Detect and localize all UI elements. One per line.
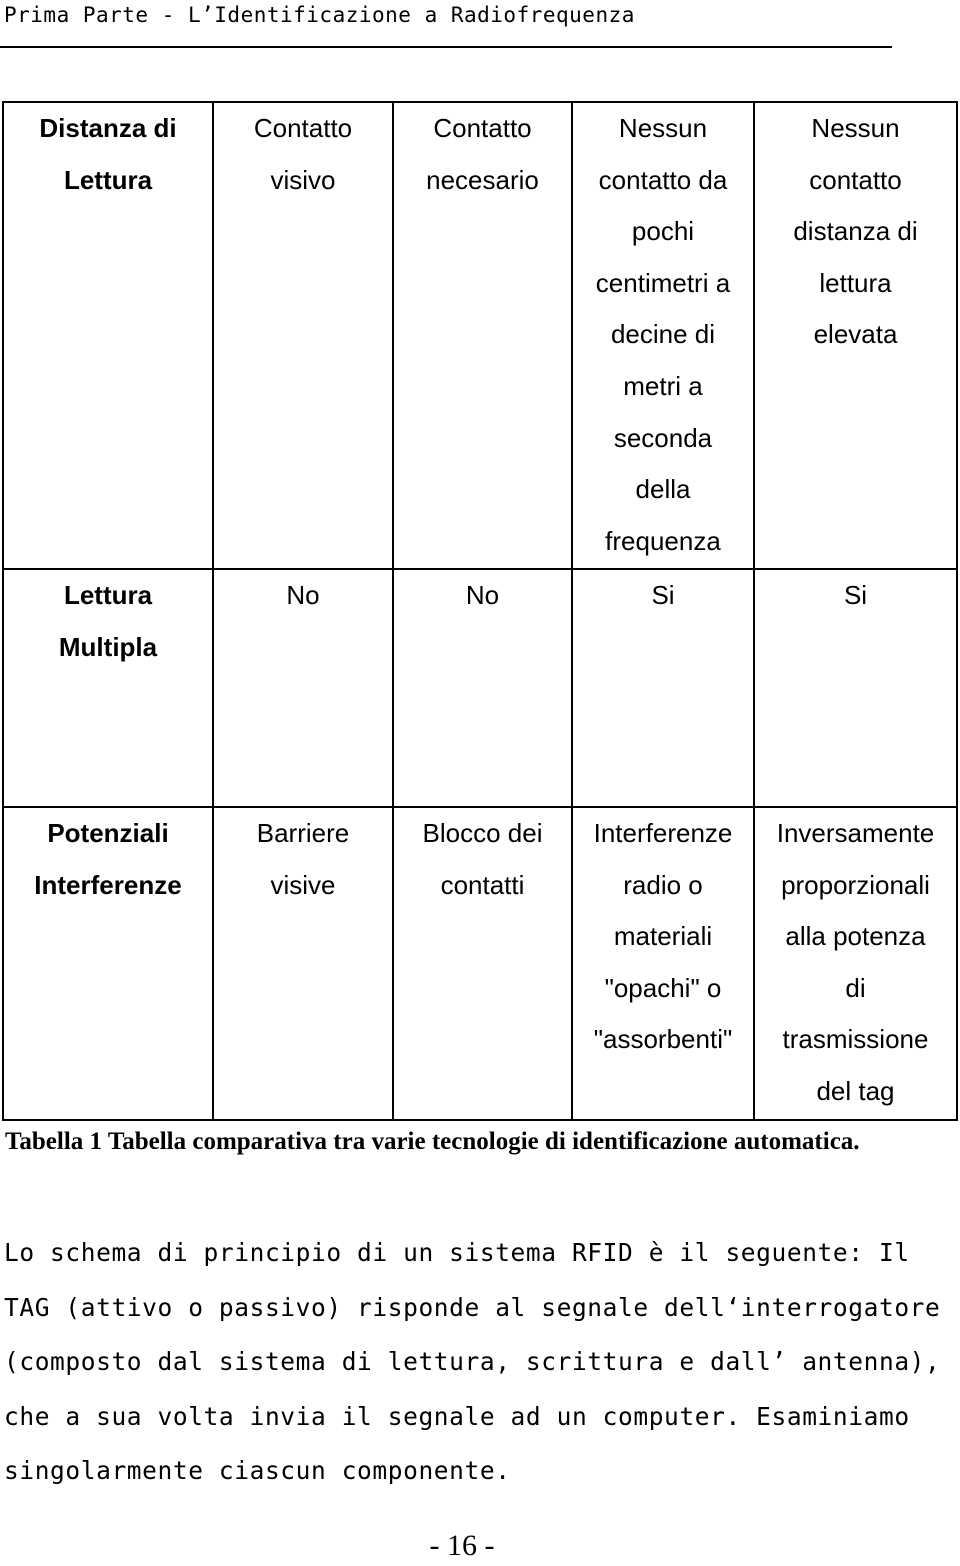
table-cell: Barriere visive (213, 807, 393, 1120)
table-cell: Blocco dei contatti (393, 807, 572, 1120)
table-cell: No (213, 569, 393, 807)
table-cell: Contatto visivo (213, 102, 393, 569)
table-cell: Contatto necesario (393, 102, 572, 569)
row-label: Distanza di Lettura (3, 102, 213, 569)
row-label: Potenziali Interferenze (3, 807, 213, 1120)
table-cell: Nessun contatto da pochi centimetri a decine di metri a seconda della frequenza (572, 102, 754, 569)
table-cell: Si (572, 569, 754, 807)
table-row (3, 102, 957, 569)
header-rule (0, 46, 892, 48)
table-cell: Interferenze radio o materiali "opachi" o "assorbenti" (572, 807, 754, 1120)
table-cell: Nessun contatto distanza di lettura elevata (754, 102, 957, 569)
table-cell: Inversamente proporzionali alla potenza di trasmissione del tag (754, 807, 957, 1120)
page-number: - 16 - (429, 1529, 495, 1562)
table-caption: Tabella 1 Tabella comparativa tra varie tecnologie di identificazione automatica. (5, 1128, 860, 1155)
table-row (3, 569, 957, 807)
table-cell: No (393, 569, 572, 807)
row-label: Lettura Multipla (3, 569, 213, 807)
body-paragraph: Lo schema di principio di un sistema RFID è il seguente: Il TAG (attivo o passivo) risponde al segnale dell‘interrogatore (composto dal sistema di lettura, scrittura e dall’ antenna), che a sua volta invia il segnale ad un computer. Esaminiamo singolarmente ciascun componente. (4, 1238, 941, 1486)
table-cell: Si (754, 569, 957, 807)
running-header: Prima Parte - L’Identificazione a Radiofrequenza (4, 3, 635, 27)
table-row (3, 807, 957, 1120)
comparison-table (2, 101, 958, 1121)
